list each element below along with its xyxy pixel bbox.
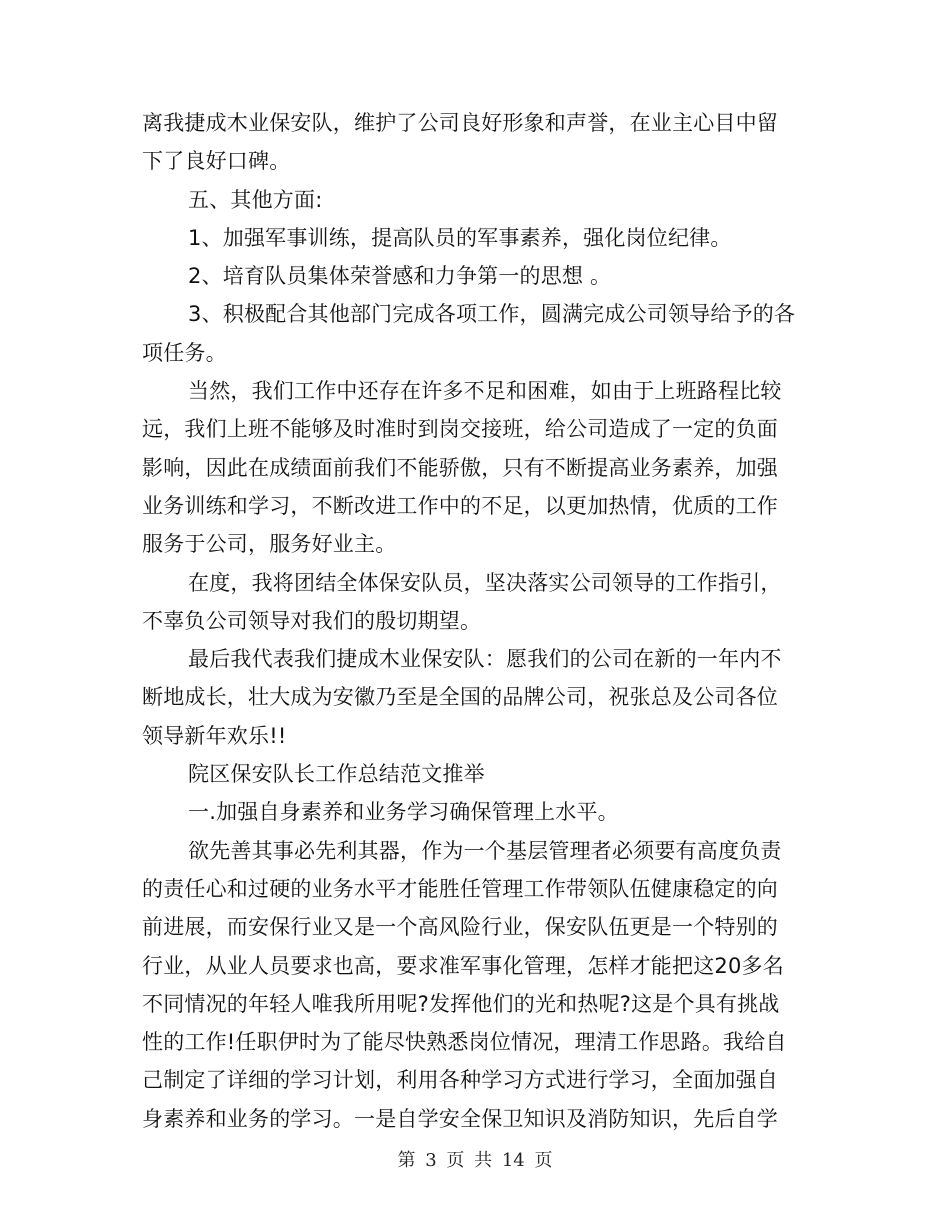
- text-line: 的责任心和过硬的业务水平才能胜任管理工作带领队伍健康稳定的向: [142, 876, 778, 901]
- document-body: [142, 104, 808, 1138]
- text-line: 影响，因此在成绩面前我们不能骄傲，只有不断提高业务素养，加强: [142, 455, 778, 480]
- text-line: 离我捷成木业保安队，维护了公司良好形象和声誉，在业主心目中留: [142, 111, 778, 135]
- page-number-footer: 第 3 页 共 14 页: [397, 1150, 553, 1171]
- text-line: 一.加强自身素养和业务学习确保管理上水平。: [188, 800, 619, 825]
- text-line: 院区保安队长工作总结范文推举: [188, 762, 485, 787]
- text-line: 己制定了详细的学习计划，利用各种学习方式进行学习，全面加强自: [142, 1068, 778, 1093]
- text-line: 欲先善其事必先利其器，作为一个基层管理者必须要有高度负责: [188, 838, 782, 863]
- text-line: 断地成长，壮大成为安徽乃至是全国的品牌公司，祝张总及公司各位: [142, 685, 778, 710]
- text-line: 不同情况的年轻人唯我所用呢?发挥他们的光和热呢?这是个具有挑战: [142, 991, 780, 1016]
- text-line: 业务训练和学习，不断改进工作中的不足，以更加热情，优质的工作: [142, 493, 778, 518]
- text-line: 五、其他方面:: [188, 187, 323, 212]
- text-line: 不辜负公司领导对我们的殷切期望。: [142, 608, 482, 633]
- text-line: 项任务。: [142, 340, 227, 365]
- text-line: 前进展，而安保行业又是一个高风险行业，保安队伍更是一个特别的: [142, 915, 778, 940]
- text-line: 行业，从业人员要求也高，要求准军事化管理，怎样才能把这20多名: [142, 953, 784, 978]
- text-line: 身素养和业务的学习。一是自学安全保卫知识及消防知识，先后自学: [142, 1106, 778, 1131]
- text-line: 在度，我将团结全体保安队员，坚决落实公司领导的工作指引，: [188, 570, 782, 595]
- text-line: 3、积极配合其他部门完成各项工作，圆满完成公司领导给予的各: [188, 302, 796, 327]
- text-line: 当然，我们工作中还存在许多不足和困难，如由于上班路程比较: [188, 379, 782, 404]
- text-line: 2、培育队员集体荣誉感和力争第一的思想 。: [188, 264, 612, 289]
- text-line: 远，我们上班不能够及时准时到岗交接班，给公司造成了一定的负面: [142, 417, 778, 442]
- text-line: 最后我代表我们捷成木业保安队：愿我们的公司在新的一年内不: [188, 647, 782, 672]
- text-line: 下了良好口碑。: [142, 149, 291, 174]
- text-line: 1、加强军事训练，提高队员的军事素养，强化岗位纪律。: [188, 225, 732, 250]
- text-line: 领导新年欢乐!!: [142, 723, 287, 748]
- text-line: 服务于公司，服务好业主。: [142, 532, 397, 557]
- text-line: 性的工作!任职伊时为了能尽快熟悉岗位情况，理清工作思路。我给自: [142, 1030, 787, 1055]
